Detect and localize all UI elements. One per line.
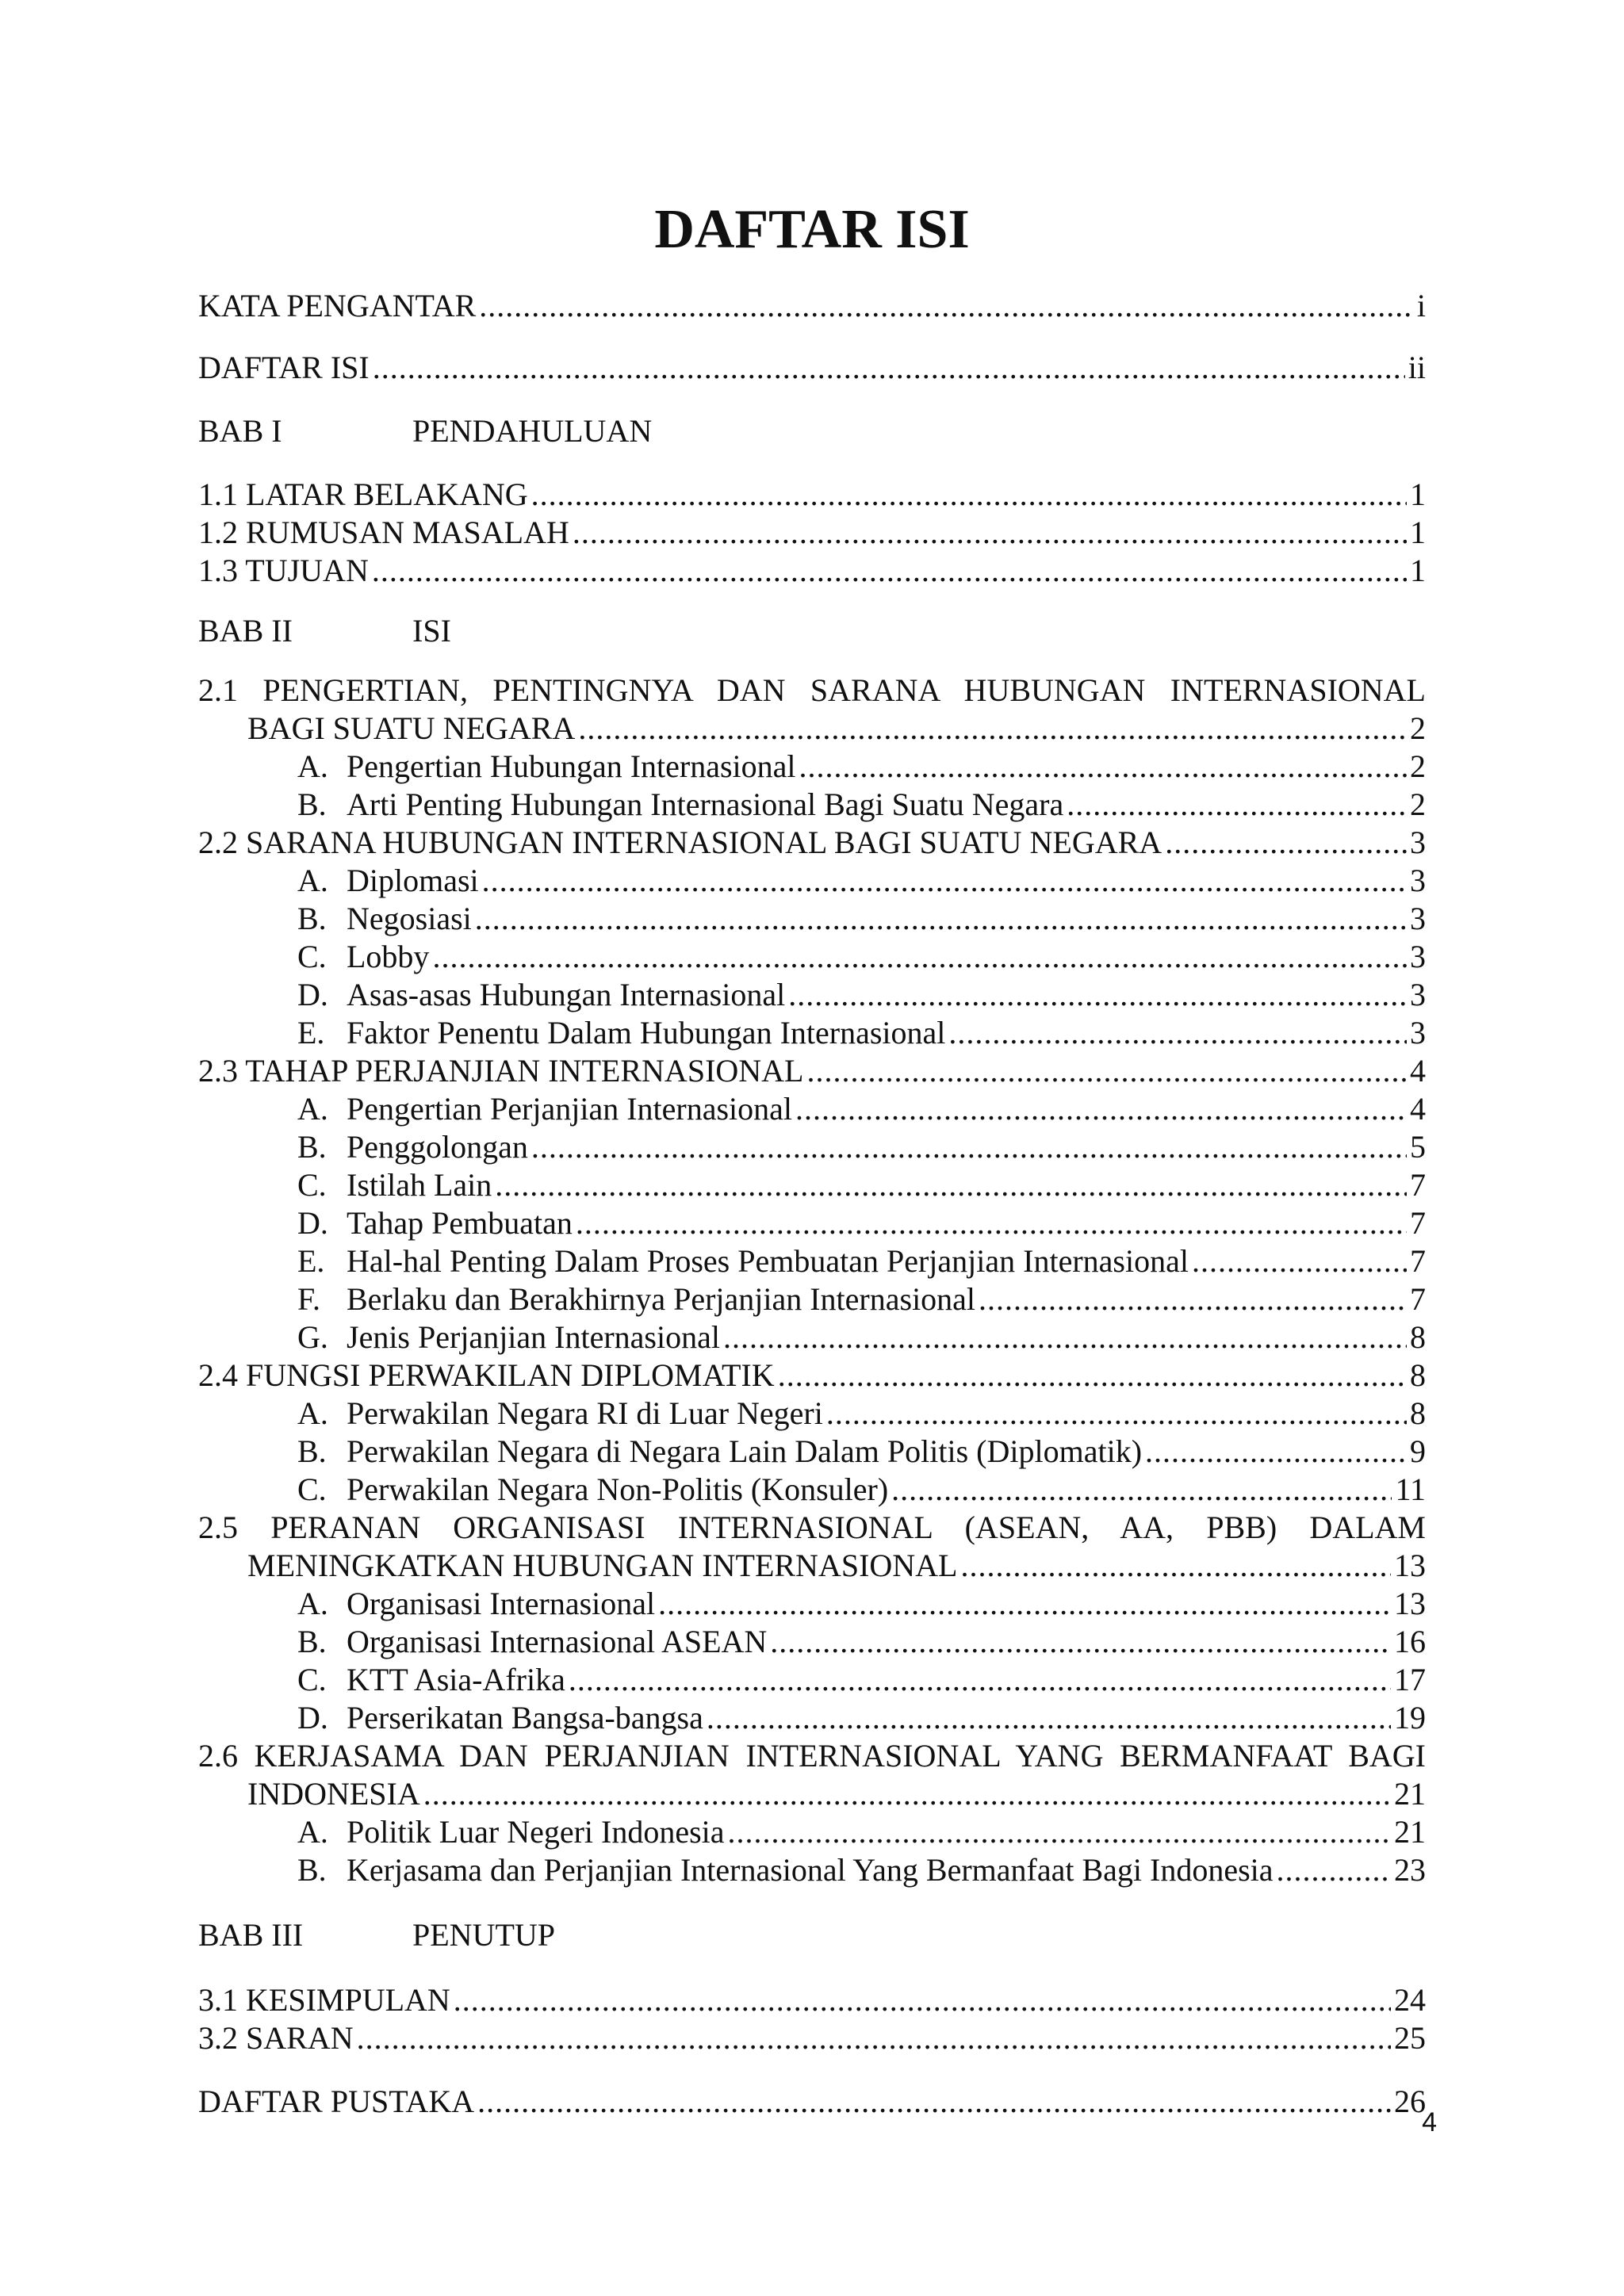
toc-entry-bab3-1 — [198, 1981, 1426, 2019]
dot-leader — [357, 2019, 1391, 2057]
toc-subentry — [297, 1166, 1426, 1204]
entry-text: 3.2 SARAN — [198, 2020, 354, 2056]
toc-entry-bab1-1 — [198, 476, 1426, 514]
entry-page: 7 — [1410, 1205, 1426, 1241]
toc-subentry — [297, 1090, 1426, 1128]
entry-page: 25 — [1394, 2020, 1426, 2056]
entry-text: Politik Luar Negeri Indonesia — [347, 1814, 725, 1850]
entry-page: 4 — [1410, 1053, 1426, 1089]
entry-page: 3 — [1410, 863, 1426, 898]
section-2-4-entry — [198, 1357, 1426, 1395]
entry-text: Hal-hal Penting Dalam Proses Pembuatan Perjanjian Internasional — [347, 1243, 1189, 1279]
entry-page: 8 — [1410, 1395, 1426, 1431]
toc-subentry — [297, 900, 1426, 938]
entry-text: Organisasi Internasional — [347, 1586, 656, 1621]
toc-subentry — [297, 786, 1426, 824]
dot-leader — [979, 1280, 1407, 1318]
entry-text: Pengertian Hubungan Internasional — [347, 748, 796, 784]
entry-page: 23 — [1394, 1852, 1426, 1888]
entry-page: 8 — [1410, 1357, 1426, 1393]
dot-leader — [658, 1585, 1391, 1623]
item-letter: B. — [297, 1433, 327, 1469]
dot-leader — [423, 1775, 1391, 1813]
toc-subentry — [297, 1585, 1426, 1623]
dot-leader — [573, 514, 1407, 552]
dot-leader — [891, 1471, 1392, 1509]
dot-leader — [432, 938, 1407, 976]
dot-leader — [723, 1318, 1407, 1357]
dot-leader — [788, 976, 1407, 1014]
entry-page: 4 — [1410, 1091, 1426, 1127]
toc-subentry — [297, 1699, 1426, 1737]
entry-page: 24 — [1394, 1982, 1426, 2018]
dot-leader — [576, 1204, 1407, 1242]
toc-subentry — [297, 1395, 1426, 1433]
entry-page: ii — [1408, 350, 1426, 385]
dot-leader — [372, 552, 1407, 590]
toc-subentry — [297, 938, 1426, 976]
bab-3-heading — [198, 1916, 1426, 1954]
item-letter: C. — [297, 939, 327, 974]
entry-text: Perwakilan Negara di Negara Lain Dalam Politis (Diplomatik) — [347, 1433, 1143, 1469]
item-letter: B. — [297, 1624, 327, 1659]
toc-entry-bab1-2 — [198, 514, 1426, 552]
entry-text: 1.1 LATAR BELAKANG — [198, 476, 528, 512]
entry-text: DAFTAR PUSTAKA — [198, 2084, 475, 2119]
section-2-6-entry — [247, 1775, 1426, 1813]
dot-leader — [479, 287, 1414, 325]
toc-subentry — [297, 862, 1426, 900]
dot-leader — [569, 1661, 1391, 1699]
entry-text: 2.4 FUNGSI PERWAKILAN DIPLOMATIK — [198, 1357, 775, 1393]
entry-text: Tahap Pembuatan — [347, 1205, 573, 1241]
dot-leader — [454, 1981, 1391, 2019]
entry-text: Penggolongan — [347, 1129, 528, 1165]
dot-leader — [482, 862, 1407, 900]
item-letter: B. — [297, 1129, 327, 1165]
entry-page: 21 — [1394, 1776, 1426, 1812]
item-letter: A. — [297, 1586, 328, 1621]
section-2-6-line1: 2.6 KERJASAMA DAN PERJANJIAN INTERNASIONAL YANG BERMANFAAT BAGI — [198, 1738, 1426, 1774]
toc-subentry — [297, 1318, 1426, 1357]
entry-text: Perserikatan Bangsa-bangsa — [347, 1700, 703, 1735]
dot-leader — [799, 748, 1407, 786]
entry-text: 1.2 RUMUSAN MASALAH — [198, 515, 569, 550]
entry-text: INDONESIA — [247, 1776, 420, 1812]
dot-leader — [373, 349, 1405, 387]
entry-text: Organisasi Internasional ASEAN — [347, 1624, 768, 1659]
toc-subentry — [297, 1204, 1426, 1242]
dot-leader — [578, 710, 1407, 748]
entry-page: 13 — [1394, 1548, 1426, 1583]
entry-page: 7 — [1410, 1167, 1426, 1203]
item-letter: A. — [297, 1814, 328, 1850]
entry-page: 3 — [1410, 1015, 1426, 1050]
toc-subentry — [297, 1128, 1426, 1166]
entry-page: 17 — [1394, 1662, 1426, 1697]
dot-leader — [707, 1699, 1391, 1737]
entry-text: 2.3 TAHAP PERJANJIAN INTERNASIONAL — [198, 1053, 804, 1089]
entry-page: 16 — [1394, 1624, 1426, 1659]
entry-page: 21 — [1394, 1814, 1426, 1850]
entry-text: DAFTAR ISI — [198, 350, 370, 385]
toc-entry-kata-pengantar — [198, 287, 1426, 325]
dot-leader — [948, 1014, 1407, 1052]
item-letter: A. — [297, 1395, 328, 1431]
entry-text: Diplomasi — [347, 863, 479, 898]
toc-subentry — [297, 748, 1426, 786]
item-letter: B. — [297, 786, 327, 822]
entry-text: BAGI SUATU NEGARA — [247, 710, 576, 746]
section-2-1-entry — [247, 710, 1426, 748]
entry-text: 3.1 KESIMPULAN — [198, 1982, 450, 2018]
toc-entry-bab1-3 — [198, 552, 1426, 590]
entry-text: Negosiasi — [347, 901, 472, 936]
item-letter: D. — [297, 977, 328, 1012]
dot-leader — [531, 1128, 1407, 1166]
item-letter: G. — [297, 1319, 328, 1355]
item-letter: B. — [297, 1852, 327, 1888]
item-letter: A. — [297, 1091, 328, 1127]
toc-subentry — [297, 1433, 1426, 1471]
entry-text: Jenis Perjanjian Internasional — [347, 1319, 720, 1355]
dot-leader — [477, 2083, 1391, 2121]
dot-leader — [1165, 824, 1407, 862]
dot-leader — [795, 1090, 1407, 1128]
toc-subentry — [297, 1813, 1426, 1851]
dot-leader — [1277, 1851, 1391, 1889]
dot-leader — [1067, 786, 1407, 824]
entry-page: 8 — [1410, 1319, 1426, 1355]
bab-label: BAB II — [198, 613, 293, 649]
entry-text: KTT Asia-Afrika — [347, 1662, 565, 1697]
entry-page: 13 — [1394, 1586, 1426, 1621]
entry-text: Istilah Lain — [347, 1167, 492, 1203]
item-letter: E. — [297, 1015, 325, 1050]
section-2-3-entry — [198, 1052, 1426, 1090]
entry-text: 2.2 SARANA HUBUNGAN INTERNASIONAL BAGI SUATU NEGARA — [198, 825, 1162, 860]
entry-page: 5 — [1410, 1129, 1426, 1165]
section-2-2-entry — [198, 824, 1426, 862]
entry-text: Faktor Penentu Dalam Hubungan Internasional — [347, 1015, 946, 1050]
entry-page: 2 — [1410, 786, 1426, 822]
dot-leader — [1192, 1242, 1407, 1280]
toc-entry-bab3-2 — [198, 2019, 1426, 2057]
bab-2-heading — [198, 612, 1426, 650]
page-number: 4 — [1422, 2107, 1437, 2137]
toc-subentry — [297, 1661, 1426, 1699]
entry-text: 1.3 TUJUAN — [198, 553, 369, 588]
entry-page: 3 — [1410, 939, 1426, 974]
dot-leader — [1145, 1433, 1407, 1471]
item-letter: C. — [297, 1662, 327, 1697]
entry-text: KATA PENGANTAR — [198, 288, 477, 323]
entry-text: Berlaku dan Berakhirnya Perjanjian Internasional — [347, 1281, 976, 1317]
entry-text: Arti Penting Hubungan Internasional Bagi Suatu Negara — [347, 786, 1064, 822]
toc-subentry — [297, 1242, 1426, 1280]
bab-1-heading — [198, 412, 1426, 450]
dot-leader — [495, 1166, 1407, 1204]
item-letter: C. — [297, 1167, 327, 1203]
dot-leader — [475, 900, 1407, 938]
entry-text: Kerjasama dan Perjanjian Internasional Yang Bermanfaat Bagi Indonesia — [347, 1852, 1274, 1888]
entry-page: 3 — [1410, 901, 1426, 936]
toc-subentry — [297, 1623, 1426, 1661]
item-letter: D. — [297, 1700, 328, 1735]
toc-entry-daftar-pustaka — [198, 2083, 1426, 2121]
item-letter: E. — [297, 1243, 325, 1279]
bab-title: PENDAHULUAN — [412, 413, 653, 449]
dot-leader — [531, 476, 1407, 514]
toc-entry-daftar-isi — [198, 349, 1426, 387]
entry-page: 2 — [1410, 710, 1426, 746]
toc-subentry — [297, 1851, 1426, 1889]
section-2-5-line1: 2.5 PERANAN ORGANISASI INTERNASIONAL (ASEAN, AA, PBB) DALAM — [198, 1510, 1426, 1545]
dot-leader — [770, 1623, 1391, 1661]
item-letter: A. — [297, 748, 328, 784]
entry-page: 26 — [1394, 2084, 1426, 2119]
dot-leader — [806, 1052, 1407, 1090]
page-title: DAFTAR ISI — [654, 199, 970, 260]
entry-page: 7 — [1410, 1243, 1426, 1279]
toc-subentry — [297, 976, 1426, 1014]
section-2-1-line1: 2.1 PENGERTIAN, PENTINGNYA DAN SARANA HUBUNGAN INTERNASIONAL — [198, 672, 1426, 708]
dot-leader — [728, 1813, 1391, 1851]
entry-page: 1 — [1410, 476, 1426, 512]
entry-text: Perwakilan Negara Non-Politis (Konsuler) — [347, 1471, 889, 1507]
toc-subentry — [297, 1471, 1426, 1509]
entry-page: 9 — [1410, 1433, 1426, 1469]
item-letter: D. — [297, 1205, 328, 1241]
dot-leader — [778, 1357, 1407, 1395]
item-letter: A. — [297, 863, 328, 898]
bab-title: PENUTUP — [412, 1917, 556, 1953]
entry-page: 19 — [1394, 1700, 1426, 1735]
entry-page: 2 — [1410, 748, 1426, 784]
toc-subentry — [297, 1280, 1426, 1318]
toc-subentry — [297, 1014, 1426, 1052]
bab-label: BAB III — [198, 1917, 304, 1953]
item-letter: C. — [297, 1471, 327, 1507]
entry-text: Asas-asas Hubungan Internasional — [347, 977, 786, 1012]
entry-page: 1 — [1410, 515, 1426, 550]
entry-page: 3 — [1410, 977, 1426, 1012]
item-letter: B. — [297, 901, 327, 936]
entry-text: Lobby — [347, 939, 430, 974]
entry-text: Pengertian Perjanjian Internasional — [347, 1091, 793, 1127]
entry-page: i — [1416, 288, 1426, 323]
dot-leader — [826, 1395, 1407, 1433]
entry-text: Perwakilan Negara RI di Luar Negeri — [347, 1395, 823, 1431]
entry-page: 11 — [1395, 1471, 1426, 1507]
entry-page: 7 — [1410, 1281, 1426, 1317]
entry-page: 1 — [1410, 553, 1426, 588]
section-2-5-entry — [247, 1547, 1426, 1585]
bab-label: BAB I — [198, 413, 282, 449]
entry-text: MENINGKATKAN HUBUNGAN INTERNASIONAL — [247, 1548, 958, 1583]
item-letter: F. — [297, 1281, 321, 1317]
dot-leader — [961, 1547, 1392, 1585]
bab-title: ISI — [412, 613, 451, 649]
entry-page: 3 — [1410, 825, 1426, 860]
